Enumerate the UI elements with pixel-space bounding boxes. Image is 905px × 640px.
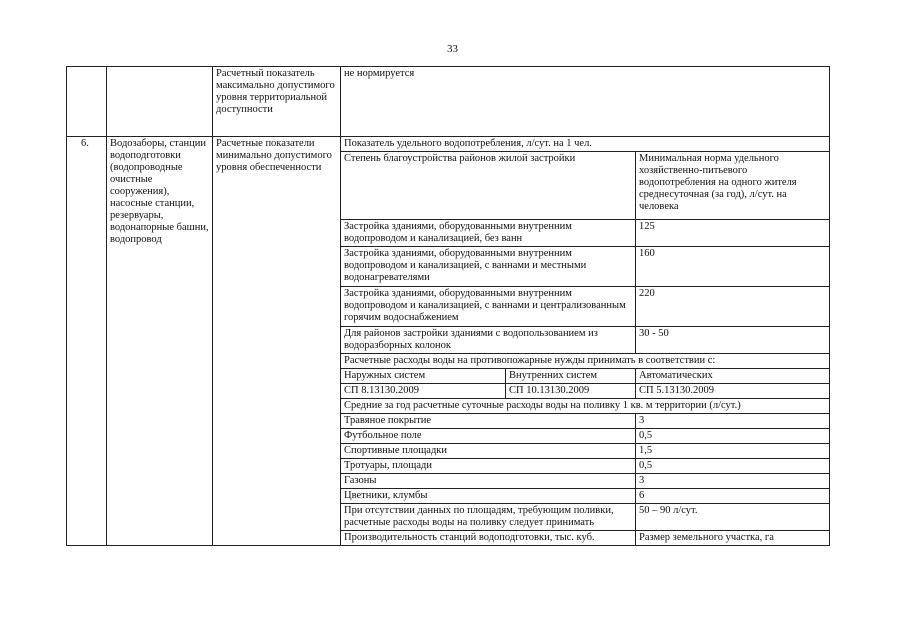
fire-header-internal: Внутренних систем [506,369,636,384]
consumption-label: Застройка зданиями, оборудованными внутренним водопроводом и канализацией, с ваннами и местными водонагревателями [341,247,636,287]
fire-code-automatic: СП 5.13130.2009 [636,384,830,399]
value-cell: не нормируется [341,67,830,137]
irrigation-label: Тротуары, площади [341,459,636,474]
irrigation-value: 3 [636,474,830,489]
irrigation-label: При отсутствии данных по площадям, требующим поливки, расчетные расходы воды на поливку следует принимать [341,504,636,531]
fire-code-external: СП 8.13130.2009 [341,384,506,399]
consumption-heading: Показатель удельного водопотребления, л/сут. на 1 чел. [341,137,830,152]
consumption-value: 30 - 50 [636,327,830,354]
irrigation-value: 50 – 90 л/сут. [636,504,830,531]
fire-heading: Расчетные расходы воды на противопожарные нужды принимать в соответствии с: [341,354,830,369]
fire-code-internal: СП 10.13130.2009 [506,384,636,399]
object-cell [107,67,213,137]
norms-table [66,66,830,546]
irrigation-heading: Средние за год расчетные суточные расходы воды на поливку 1 кв. м территории (л/сут.) [341,399,830,414]
consumption-label: Для районов застройки зданиями с водопользованием из водоразборных колонок [341,327,636,354]
table-row [67,137,830,152]
consumption-label: Застройка зданиями, оборудованными внутренним водопроводом и канализацией, с ваннами и централизованным горячим водоснабжением [341,287,636,327]
row-number-cell [67,67,107,137]
irrigation-label: Газоны [341,474,636,489]
fire-header-external: Наружных систем [341,369,506,384]
section-indicator: Расчетные показатели минимально допустимого уровня обеспеченности [213,137,341,546]
irrigation-label: Травяное покрытие [341,414,636,429]
irrigation-label: Цветники, клумбы [341,489,636,504]
consumption-label: Застройка зданиями, оборудованными внутренним водопроводом и канализацией, без ванн [341,220,636,247]
irrigation-label: Спортивные площадки [341,444,636,459]
indicator-cell: Расчетный показатель максимально допустимого уровня территориальной доступности [213,67,341,137]
irrigation-value: 1,5 [636,444,830,459]
table-row [67,67,830,137]
fire-header-automatic: Автоматических [636,369,830,384]
irrigation-value: 6 [636,489,830,504]
irrigation-value: 0,5 [636,429,830,444]
section-number: 6. [67,137,107,546]
capacity-header: Производительность станций водоподготовки, тыс. куб. [341,531,636,546]
section-object: Водозаборы, станции водоподготовки (водопроводные очистные сооружения), насосные станции, резервуары, водонапорные башни, водопровод [107,137,213,546]
land-size-header: Размер земельного участка, га [636,531,830,546]
degree-header: Степень благоустройства районов жилой застройки [341,152,636,220]
norm-header: Минимальная норма удельного хозяйственно-питьевого водопотребления на одного жителя среднесуточная (за год), л/сут. на человека [636,152,830,220]
consumption-value: 160 [636,247,830,287]
consumption-value: 220 [636,287,830,327]
page-number: 33 [447,43,458,55]
consumption-value: 125 [636,220,830,247]
irrigation-label: Футбольное поле [341,429,636,444]
irrigation-value: 0,5 [636,459,830,474]
irrigation-value: 3 [636,414,830,429]
